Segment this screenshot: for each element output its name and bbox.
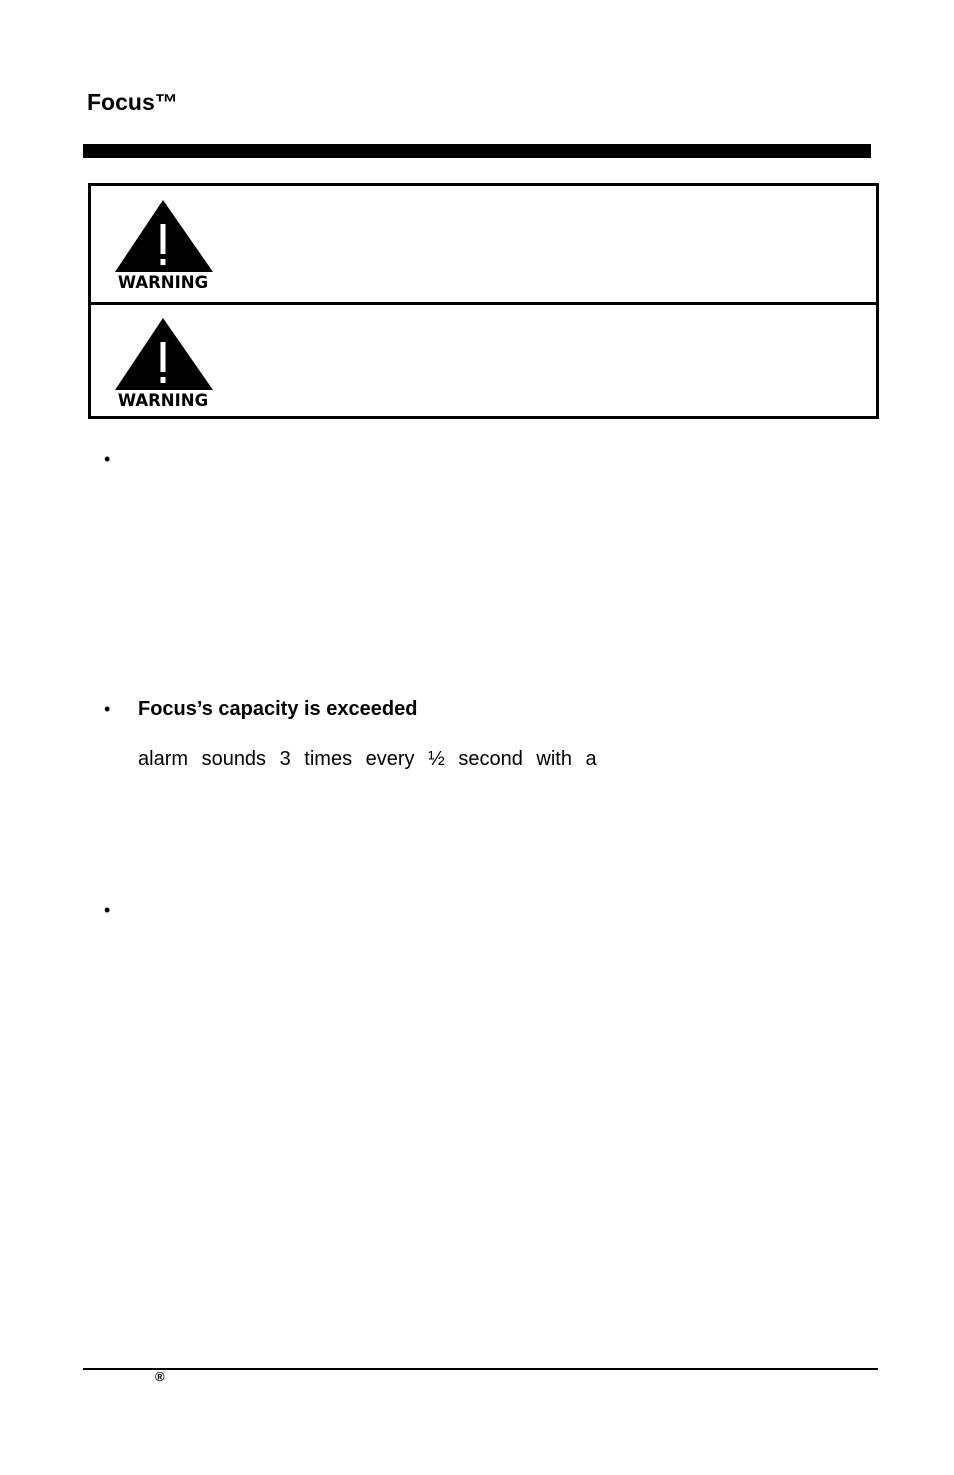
warning-row-1 — [91, 186, 876, 302]
page-title: Focus™ — [87, 89, 178, 115]
header-divider — [83, 144, 871, 158]
warning-row-2 — [91, 302, 876, 416]
registered-mark: ® — [155, 1369, 165, 1384]
warning-triangle-icon — [113, 196, 215, 292]
footer-divider — [83, 1368, 878, 1370]
warning-label: WARNING — [117, 391, 209, 410]
warning-label: WARNING — [117, 273, 209, 292]
bullet-marker: • — [104, 900, 111, 920]
warning-triangle-icon — [113, 314, 215, 410]
bullet-marker: • — [104, 449, 111, 469]
alarm-description: alarm sounds 3 times every ½ second with a — [138, 748, 597, 770]
bullet-marker: • — [104, 699, 111, 719]
warning-box — [88, 183, 879, 419]
bullet-text: Focus’s capacity is exceeded — [138, 698, 418, 720]
